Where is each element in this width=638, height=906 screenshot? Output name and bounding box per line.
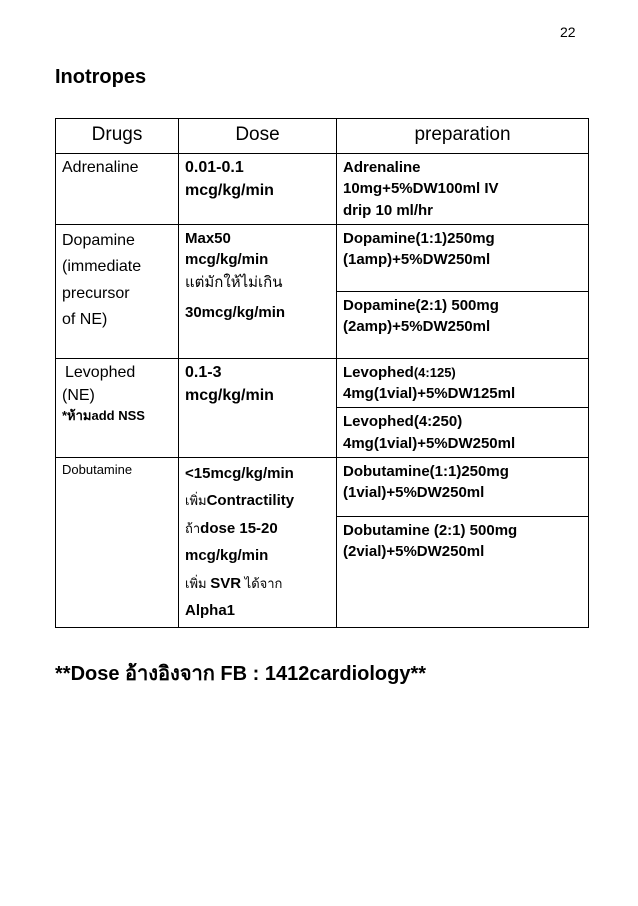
page-title: Inotropes [55, 66, 147, 88]
prep-dopamine-2 [337, 291, 589, 358]
drug-note: (NE) [62, 386, 95, 404]
table-row [56, 153, 589, 224]
dose-note: เพิ่ม [185, 493, 207, 509]
prep-line: Dopamine(2:1) 500mg [343, 296, 499, 314]
dose-note: ถ้า [185, 521, 201, 537]
dose-note: ได้จาก [241, 575, 283, 591]
dose-line: 30mcg/kg/min [185, 303, 286, 321]
drug-levophed [56, 358, 179, 457]
prep-ratio: (4:125) [413, 364, 456, 380]
prep-line: 4mg(1vial)+5%DW125ml [343, 385, 516, 403]
dose-dobutamine [179, 458, 337, 628]
dose-line: SVR [210, 574, 242, 592]
dose-line: mcg/kg/min [185, 251, 269, 269]
drug-name: Dobutamine [62, 462, 133, 478]
table-row [56, 224, 589, 291]
prep-levophed-2 [337, 408, 589, 458]
prep-line: 10mg+5%DW100ml IV [343, 180, 499, 198]
prep-line: (1amp)+5%DW250ml [343, 251, 491, 269]
drug-name: Dopamine [62, 231, 135, 249]
prep-line: drip 10 ml/hr [343, 201, 434, 219]
drug-warning: *ห้ามadd NSS [62, 408, 145, 424]
dose-line: 0.1-3 [185, 363, 222, 381]
drug-adrenaline [56, 153, 179, 224]
prep-dobutamine-1 [337, 458, 589, 517]
prep-line: (2amp)+5%DW250ml [343, 318, 491, 336]
prep-line: Dobutamine(1:1)250mg [343, 463, 509, 481]
inotropes-table [55, 118, 589, 628]
table-header-row [56, 119, 589, 154]
page-number: 22 [560, 24, 576, 40]
header-drugs: Drugs [56, 119, 179, 154]
prep-dopamine-1 [337, 224, 589, 291]
dose-line: mcg/kg/min [185, 181, 274, 199]
prep-levophed-1 [337, 358, 589, 408]
drug-note: precursor [62, 284, 130, 302]
header-preparation: preparation [337, 119, 589, 154]
prep-line: Dobutamine (2:1) 500mg [343, 521, 518, 539]
drug-dopamine [56, 224, 179, 358]
prep-dobutamine-2 [337, 516, 589, 627]
prep-line: Levophed(4:250) [343, 413, 463, 431]
reference-note: **Dose อ้างอิงจาก FB : 1412cardiology** [55, 663, 427, 685]
prep-line: Adrenaline [343, 158, 421, 176]
dose-line: dose 15-20 [200, 520, 278, 538]
drug-note: of NE) [62, 311, 108, 329]
prep-drug: Levophed [343, 363, 414, 381]
dose-line: <15mcg/kg/min [185, 465, 294, 483]
prep-line: (2vial)+5%DW250ml [343, 543, 485, 561]
dose-note: แต่มักให้ไม่เกิน [185, 274, 283, 292]
dose-line: Max50 [185, 229, 231, 247]
dose-line: Contractility [206, 492, 295, 510]
prep-adrenaline [337, 153, 589, 224]
drug-note: (immediate [62, 258, 142, 276]
dose-line: 0.01-0.1 [185, 158, 244, 176]
dose-line: Alpha1 [185, 601, 236, 619]
table-row [56, 358, 589, 408]
dose-line: mcg/kg/min [185, 547, 269, 565]
prep-line: Dopamine(1:1)250mg [343, 229, 495, 247]
drug-name: Adrenaline [62, 158, 139, 176]
dose-dopamine [179, 224, 337, 358]
dose-levophed [179, 358, 337, 457]
table-row [56, 458, 589, 517]
dose-adrenaline [179, 153, 337, 224]
header-dose: Dose [179, 119, 337, 154]
prep-line: 4mg(1vial)+5%DW250ml [343, 434, 516, 452]
drug-dobutamine [56, 458, 179, 628]
drug-name: Levophed [65, 363, 136, 381]
prep-line: (1vial)+5%DW250ml [343, 484, 485, 502]
dose-note: เพิ่ม [185, 575, 211, 591]
dose-line: mcg/kg/min [185, 386, 274, 404]
